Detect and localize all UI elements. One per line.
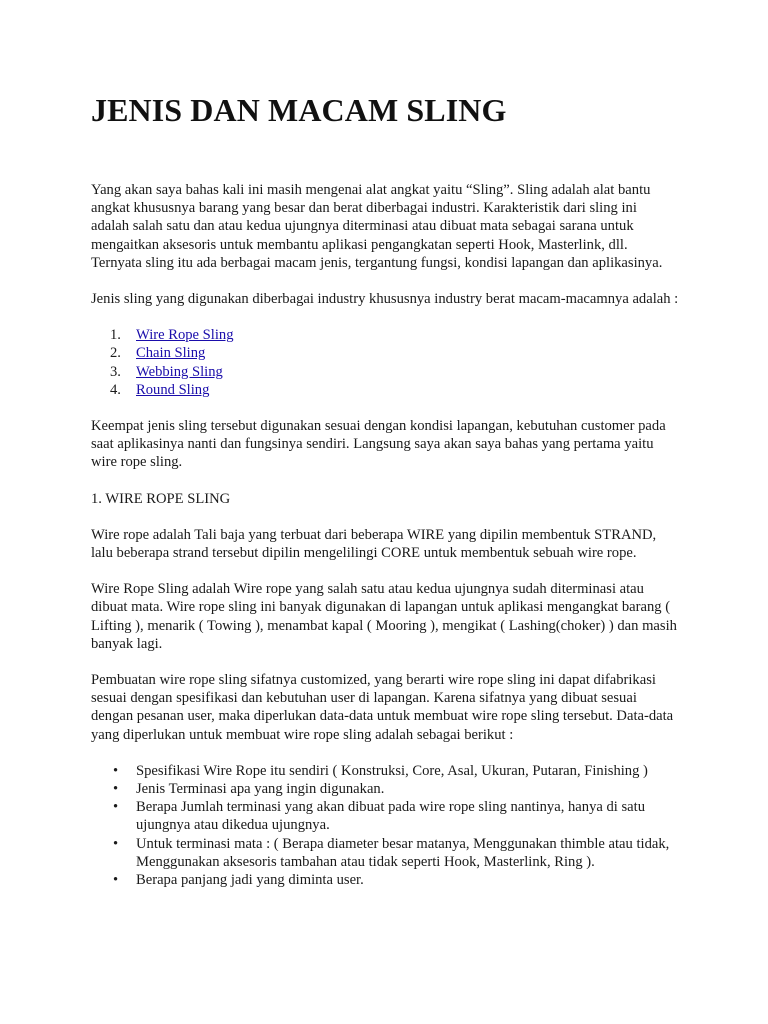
bullet-icon: • [113,781,119,798]
list-item [91,344,681,362]
wire-rope-definition-paragraph: Wire rope adalah Tali baja yang terbuat dari beberapa WIRE yang dipilin membentuk STRAND, lalu beberapa strand tersebut dipilin mengelilingi CORE untuk membentuk sebuah wire rope. [91,526,657,562]
requirement-text: Berapa panjang jadi yang diminta user. [136,872,364,889]
list-number: 3. [110,363,121,380]
document-page [91,92,681,889]
list-item [91,326,681,344]
requirement-text: Jenis Terminasi apa yang ingin digunakan. [136,781,385,798]
list-item [91,835,681,871]
list-number: 1. [110,327,121,344]
types-intro-paragraph: Jenis sling yang digunakan diberbagai industry khususnya industry berat macam-macamnya adalah : [91,291,679,308]
types-summary-paragraph: Keempat jenis sling tersebut digunakan sesuai dengan kondisi lapangan, kebutuhan customer pada saat aplikasinya nanti dan fungsinya sendiri. Langsung saya akan saya bahas yang pertama yaitu wire rope sling. [91,418,666,471]
requirements-list [91,762,681,889]
list-item [91,381,681,399]
link-chain-sling[interactable]: Chain Sling [136,345,206,362]
list-item [91,762,681,780]
bullet-icon: • [113,835,119,852]
list-number: 4. [110,381,121,398]
list-item [91,798,681,834]
list-item [91,780,681,798]
link-webbing-sling[interactable]: Webbing Sling [136,363,223,380]
requirement-text: Spesifikasi Wire Rope itu sendiri ( Konstruksi, Core, Asal, Ukuran, Putaran, Finishing ) [136,762,648,779]
section-heading-wire-rope-sling: 1. WIRE ROPE SLING [91,490,231,507]
list-item [91,871,681,889]
page-title: JENIS DAN MACAM SLING [91,92,507,128]
fabrication-paragraph: Pembuatan wire rope sling sifatnya customized, yang berarti wire rope sling ini dapat difabrikasi sesuai dengan spesifikasi dan kebutuhan user di lapangan. Karena sifatnya yang dibuat sesuai dengan pesanan user, maka diperlukan data-data untuk membuat wire rope sling tersebut. Data-data yang diperlukan untuk membuat wire rope sling adalah sebagai berikut : [91,672,674,743]
requirement-text: Untuk terminasi mata : ( Berapa diameter besar matanya, Menggunakan thimble atau tidak, Menggunakan aksesoris tambahan atau tidak seperti Hook, Masterlink, Ring ). [136,835,670,870]
sling-types-list [91,326,681,399]
bullet-icon: • [113,799,119,816]
wire-rope-sling-definition-paragraph: Wire Rope Sling adalah Wire rope yang salah satu atau kedua ujungnya sudah diterminasi atau dibuat mata. Wire rope sling ini banyak digunakan di lapangan untuk aplikasi mengangkat barang ( Lifting ), menarik ( Towing ), menambat kapal ( Mooring ), mengikat ( Lashing(choker) ) dan masih banyak lagi. [91,581,677,652]
list-item [91,363,681,381]
intro-paragraph: Yang akan saya bahas kali ini masih mengenai alat angkat yaitu “Sling”. Sling adalah alat bantu angkat khususnya barang yang besar dan berat diberbagai industri. Karakteristik dari sling ini adalah salah satu dan atau kedua ujungnya diterminasi atau dibuat mata sebagai sarana untuk mengaitkan aksesoris untuk membantu aplikasi pengangkatan seperti Hook, Masterlink, dll. Ternyata sling itu ada berbagai macam jenis, tergantung fungsi, kondisi lapangan dan aplikasinya. [91,182,663,271]
list-number: 2. [110,345,121,362]
requirement-text: Berapa Jumlah terminasi yang akan dibuat pada wire rope sling nantinya, hanya di satu ujungnya atau dikedua ujungnya. [136,799,646,834]
bullet-icon: • [113,762,119,779]
link-round-sling[interactable]: Round Sling [136,381,210,398]
bullet-icon: • [113,872,119,889]
link-wire-rope-sling[interactable]: Wire Rope Sling [136,327,234,344]
